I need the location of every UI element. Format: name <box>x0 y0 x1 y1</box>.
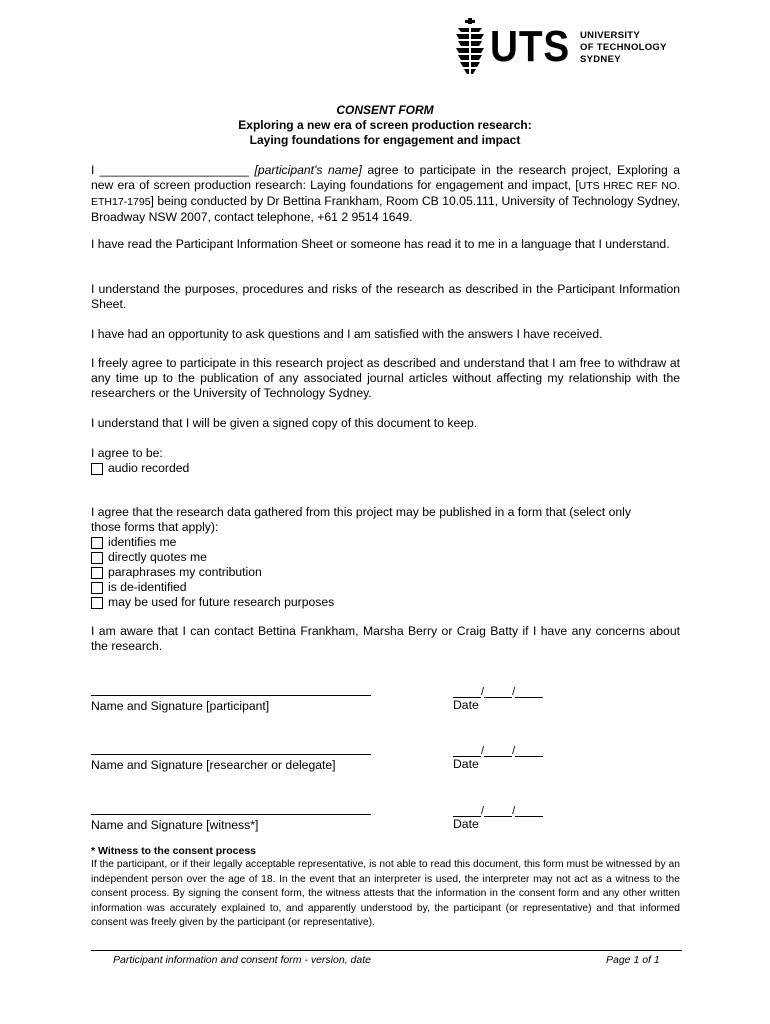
recording-section <box>91 446 680 476</box>
signature-line[interactable] <box>91 805 371 815</box>
option-label: paraphrases my contribution <box>108 565 262 579</box>
participant-name-blank[interactable]: I ______________________ <box>91 163 249 177</box>
signature-label: Name and Signature [participant] <box>91 699 270 713</box>
intro-text-2: ] being conducted by Dr Bettina Frankham, Room CB 10.05.111, University of Technology Sydney, Broadway NSW 2007, contact telephone, +61 2 9514 1649. <box>91 194 680 224</box>
signature-line[interactable] <box>91 686 371 696</box>
option-identifies-me[interactable] <box>91 535 661 550</box>
paragraph-understand: I understand the purposes, procedures and risks of the research as described in the Participant Information Sheet. <box>91 282 680 311</box>
paragraph-read: I have read the Participant Information Sheet or someone has read it to me in a language that I understand. <box>91 237 670 251</box>
option-paraphrases[interactable] <box>91 565 661 580</box>
ethics-ref: UTS HREC REF NO. ETH17-1795 <box>91 180 680 208</box>
publish-label: I agree that the research data gathered from this project may be published in a form that (select only those forms that apply): <box>91 505 631 534</box>
logo-subtitle <box>580 30 667 66</box>
signature-researcher[interactable] <box>91 745 371 773</box>
checkbox[interactable] <box>91 537 103 549</box>
option-label: is de-identified <box>108 580 187 594</box>
participant-name-hint: [participant's name] <box>254 163 362 177</box>
option-label: identifies me <box>108 535 177 549</box>
footer-page-number: Page 1 of 1 <box>606 954 660 966</box>
checkbox[interactable] <box>91 552 103 564</box>
form-heading: CONSENT FORM <box>336 103 434 117</box>
witness-note-text: If the participant, or if their legally acceptable representative, is not able to read this document, this form must be witnessed by an independent person over the age of 18. In the event that an interpreter is used, the interpreter may not act as a witness to the consent process. By signing the consent form, the witness attests that the information in the consent form and any other written information was accurately explained to, and apparently understood by, the participant (or representative) and that informed consent was freely given by the participant (or representative). <box>91 859 680 928</box>
logo-line-1: UNIVERSITY <box>580 30 641 41</box>
date-participant[interactable] <box>453 686 543 713</box>
agree-to-be-label: I agree to be: <box>91 446 163 460</box>
checkbox[interactable] <box>91 463 103 475</box>
signature-line[interactable] <box>91 745 371 755</box>
signature-label: Name and Signature [witness*] <box>91 818 259 832</box>
option-directly-quotes-me[interactable] <box>91 550 661 565</box>
paragraph-freely: I freely agree to participate in this research project as described and understand that I am free to withdraw at any time up to the publication of any associated journal articles without affecting my relationship with the researchers or the University of Technology Sydney. <box>91 356 680 400</box>
date-field[interactable]: / / <box>453 686 543 698</box>
footer-divider <box>91 950 682 951</box>
footer-version: Participant information and consent form - version, date <box>113 954 371 966</box>
date-researcher[interactable] <box>453 745 543 772</box>
uts-emblem-icon <box>455 18 485 74</box>
option-label: may be used for future research purposes <box>108 595 335 609</box>
option-label: audio recorded <box>108 461 190 475</box>
signature-label: Name and Signature [researcher or delegate] <box>91 758 336 772</box>
project-title-line-1: Exploring a new era of screen production research: <box>238 118 532 132</box>
project-title-line-2: Laying foundations for engagement and impact <box>249 133 521 147</box>
date-label: Date <box>453 817 479 831</box>
date-field[interactable]: / / <box>453 805 543 817</box>
option-audio-recorded[interactable] <box>91 461 680 476</box>
option-label: directly quotes me <box>108 550 207 564</box>
option-future-research[interactable] <box>91 595 661 610</box>
paragraph-copy: I understand that I will be given a signed copy of this document to keep. <box>91 416 478 430</box>
checkbox[interactable] <box>91 582 103 594</box>
publish-section <box>91 505 661 610</box>
logo-acronym: UTS <box>490 22 571 71</box>
intro-paragraph <box>91 163 680 225</box>
paragraph-contact: I am aware that I can contact Bettina Frankham, Marsha Berry or Craig Batty if I have any concerns about the research. <box>91 624 680 653</box>
witness-note-heading: * Witness to the consent process <box>91 845 257 857</box>
form-title <box>0 103 770 148</box>
date-witness[interactable] <box>453 805 543 832</box>
checkbox[interactable] <box>91 567 103 579</box>
signature-participant[interactable] <box>91 686 371 714</box>
intro-text-1: agree to participate in the research project, Exploring a new era of screen production research: Laying foundations for engagement and impact, [ <box>91 163 681 192</box>
logo-line-2: OF TECHNOLOGY <box>580 42 667 53</box>
logo-line-3: SYDNEY <box>580 54 621 65</box>
signature-witness[interactable] <box>91 805 371 833</box>
date-label: Date <box>453 757 479 771</box>
paragraph-questions: I have had an opportunity to ask questions and I am satisfied with the answers I have received. <box>91 327 603 341</box>
option-de-identified[interactable] <box>91 580 661 595</box>
checkbox[interactable] <box>91 597 103 609</box>
date-field[interactable]: / / <box>453 745 543 757</box>
date-label: Date <box>453 698 479 712</box>
